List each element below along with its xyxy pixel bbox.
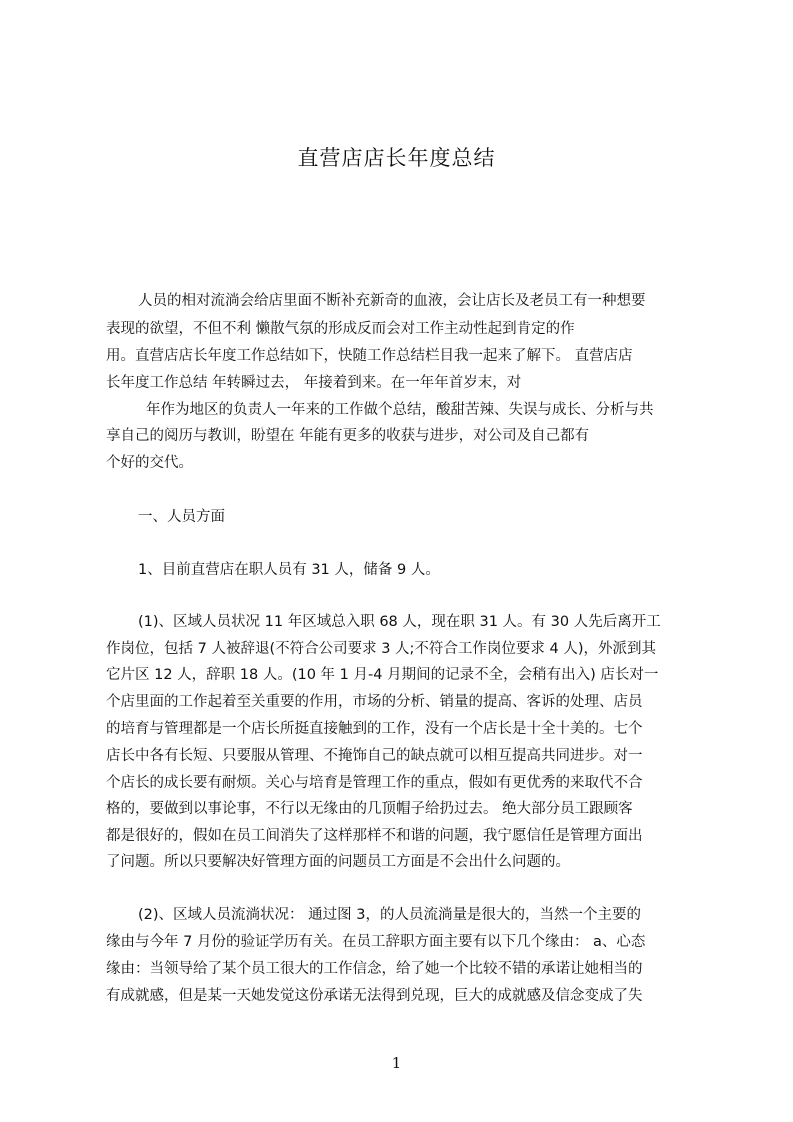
section-heading: 一、人员方面 — [138, 509, 225, 525]
body-text-line: 有成就感，但是某一天她发觉这份承诺无法得到兑现，巨大的成就感及信念变成了失 — [106, 988, 643, 1004]
body-text-line: 人员的相对流淌会给店里面不断补充新奇的血液，会让店长及老员工有一种想要 — [138, 293, 646, 309]
document-body — [106, 0, 698, 1040]
body-text-line: (2)、区域人员流淌状况： 通过图 3，的人员流淌量是很大的，当然一个主要的 — [138, 907, 641, 923]
body-text-line: 缘由：当领导给了某个员工很大的工作信念，给了她一个比较不错的承诺让她相当的 — [106, 961, 643, 977]
document-title: 直营店店长年度总结 — [297, 146, 496, 170]
body-text-line: 作岗位，包括 7 人被辞退(不符合公司要求 3 人;不符合工作岗位要求 4 人)，外派到其 — [106, 641, 657, 657]
body-text-line: 了问题。所以只要解决好管理方面的问题员工方面是不会出什么问题的。 — [106, 854, 570, 870]
body-text-line: 用。直营店店长年度工作总结如下，快随工作总结栏目我一起来了解下。 直营店店 — [106, 348, 633, 364]
body-text-line: 都是很好的，假如在员工间消失了这样那样不和谐的问题，我宁愿信任是管理方面出 — [106, 828, 643, 844]
body-text-line: 表现的欲望，不但不利 懒散气氛的形成反而会对工作主动性起到肯定的作 — [106, 321, 575, 337]
body-text-line: 个店长的成长要有耐烦。关心与培育是管理工作的重点，假如有更优秀的来取代不合 — [106, 775, 643, 791]
body-text-line: 年作为地区的负责人一年来的工作做个总结，酸甜苦辣、失误与成长、分析与共 — [146, 402, 654, 418]
body-text-line: 缘由与今年 7 月份的验证学历有关。在员工辞职方面主要有以下几个缘由： a、心态 — [106, 934, 646, 950]
body-text-line: 它片区 12 人，辞职 18 人。(10 年 1 月-4 月期间的记录不全，会稍有出入) 店长对一 — [106, 667, 659, 683]
body-text-line: 长年度工作总结 年转瞬过去， 年接着到来。在一年年首岁末，对 — [106, 375, 522, 391]
body-text-line: 个好的交代。 — [106, 455, 193, 471]
body-text-line: 1、目前直营店在职人员有 31 人，储备 9 人。 — [138, 562, 440, 578]
page-number: 1 — [391, 1054, 402, 1072]
body-text-line: 的培育与管理都是一个店长所挺直接触到的工作，没有一个店长是十全十美的。七个 — [106, 721, 643, 737]
body-text-line: 个店里面的工作起着至关重要的作用，市场的分析、销量的提高、客诉的处理、店员 — [106, 694, 643, 710]
body-text-line: 格的，要做到以事论事，不行以无缘由的几顶帽子给扔过去。 绝大部分员工跟顾客 — [106, 801, 633, 817]
body-text-line: 享自己的阅历与教训，盼望在 年能有更多的收获与进步，对公司及自己都有 — [106, 428, 590, 444]
body-text-line: 店长中各有长短、只要服从管理、不掩饰自己的缺点就可以相互提高共同进步。对一 — [106, 748, 643, 764]
body-text-line: (1)、区域人员状况 11 年区域总入职 68 人，现在职 31 人。有 30 人先后离开工 — [138, 614, 661, 630]
